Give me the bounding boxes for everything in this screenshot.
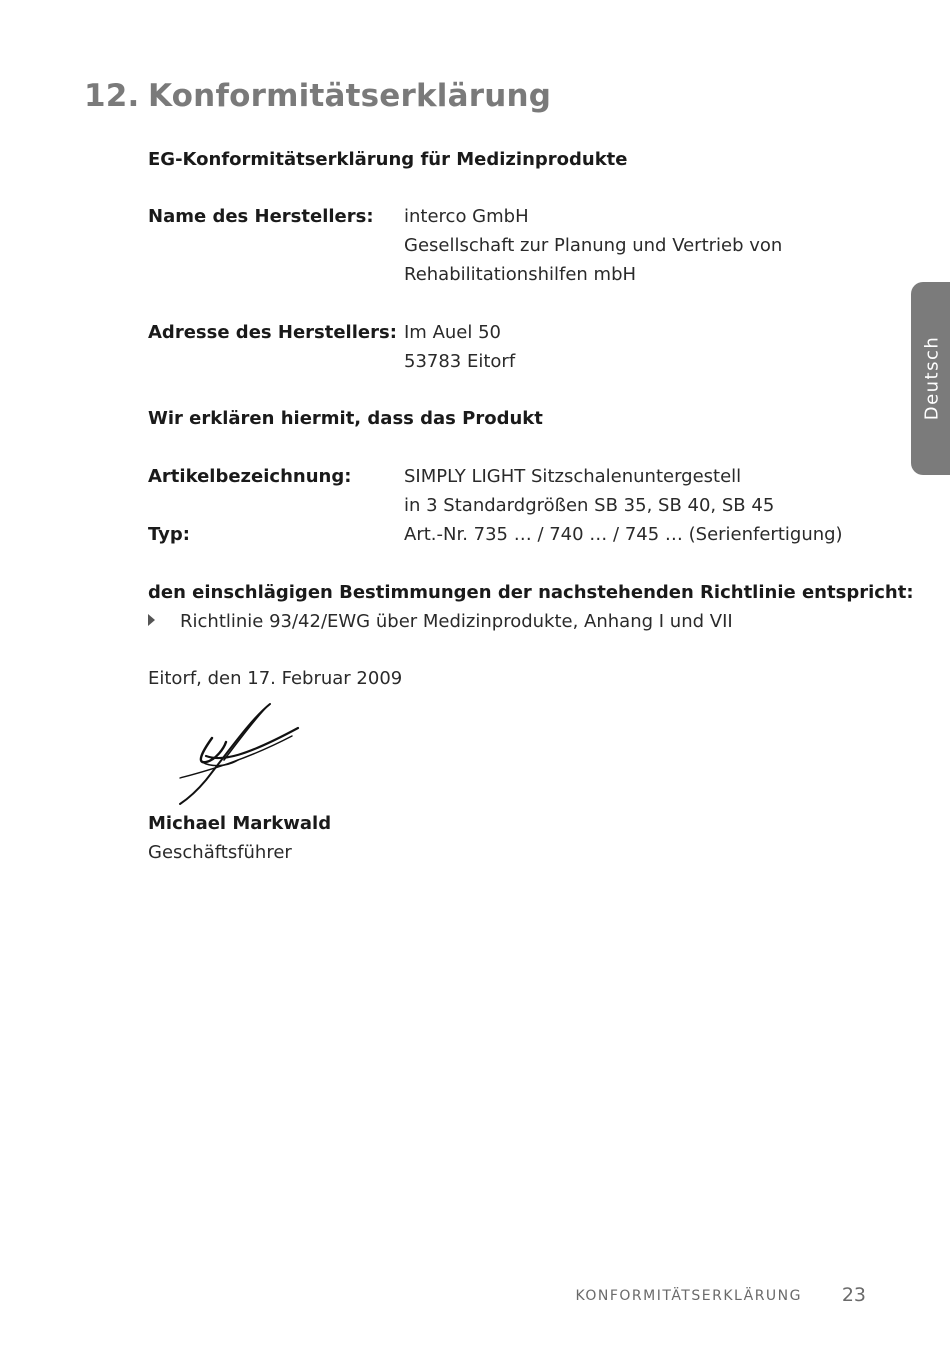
manufacturer-address-line-2: 53783 Eitorf <box>404 351 516 372</box>
language-tab-label: Deutsch <box>921 335 943 421</box>
section-number: 12. <box>84 78 140 114</box>
page-title <box>84 78 551 114</box>
directive-intro: den einschlägigen Bestimmungen der nachstehenden Richtlinie entspricht: <box>148 582 914 603</box>
signer-role: Geschäftsführer <box>148 842 292 863</box>
manufacturer-name-line-1: interco GmbH <box>404 206 529 227</box>
declaration-intro: Wir erklären hiermit, dass das Produkt <box>148 408 543 429</box>
manufacturer-name-line-2: Gesellschaft zur Planung und Vertrieb von <box>404 235 783 256</box>
manufacturer-address-line-1: Im Auel 50 <box>404 322 501 343</box>
directive-item: Richtlinie 93/42/EWG über Medizinprodukte, Anhang I und VII <box>180 611 733 632</box>
declaration-subtitle: EG-Konformitätserklärung für Medizinprodukte <box>148 149 628 170</box>
page-number: 23 <box>841 1284 866 1306</box>
manufacturer-name-label: Name des Herstellers: <box>148 206 374 227</box>
type-value: Art.-Nr. 735 … / 740 … / 745 … (Serienfertigung) <box>404 524 843 545</box>
bullet-triangle-icon <box>148 614 155 626</box>
footer-section-title: KONFORMITÄTSERKLÄRUNG <box>575 1288 802 1304</box>
article-line-2: in 3 Standardgrößen SB 35, SB 40, SB 45 <box>404 495 775 516</box>
manufacturer-address-label: Adresse des Herstellers: <box>148 322 397 343</box>
article-line-1: SIMPLY LIGHT Sitzschalenuntergestell <box>404 466 742 487</box>
handwritten-signature <box>172 696 304 808</box>
article-label: Artikelbezeichnung: <box>148 466 352 487</box>
place-date: Eitorf, den 17. Februar 2009 <box>148 668 403 689</box>
section-title: Konformitätserklärung <box>148 78 552 114</box>
manufacturer-name-line-3: Rehabilitationshilfen mbH <box>404 264 637 285</box>
signer-name: Michael Markwald <box>148 813 332 834</box>
type-label: Typ: <box>148 524 190 545</box>
